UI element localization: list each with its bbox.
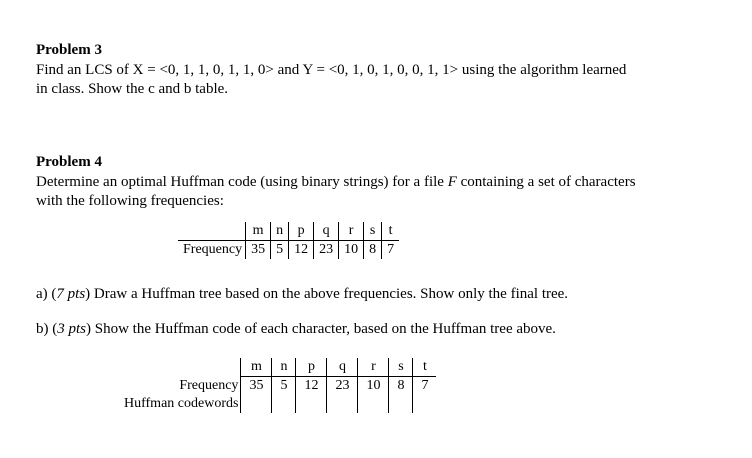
frequency-table — [178, 222, 399, 259]
problem-3-title: Problem 3 — [36, 42, 102, 58]
freq-cell: 10 — [339, 241, 364, 260]
char-header: t — [413, 358, 437, 377]
problem-4-text-part-b: containing a set of characters — [456, 174, 636, 190]
codeword-table-frequency-row — [124, 377, 436, 396]
question-b-prefix: b) ( — [36, 321, 58, 337]
file-variable-f: F — [447, 174, 457, 190]
char-header: t — [382, 222, 400, 241]
codeword-table-codeword-row — [124, 395, 436, 413]
freq-cell: 10 — [358, 377, 389, 396]
char-header: r — [339, 222, 364, 241]
codeword-table-header-row — [124, 358, 436, 377]
frequency-table-corner — [178, 222, 246, 241]
char-header: q — [327, 358, 358, 377]
question-b-text: ) Show the Huffman code of each character, based on the Huffman tree above. — [86, 321, 556, 337]
char-header: n — [272, 358, 296, 377]
freq-cell: 12 — [289, 241, 314, 260]
freq-cell: 5 — [271, 241, 289, 260]
codeword-cell — [241, 395, 272, 413]
freq-cell: 5 — [272, 377, 296, 396]
char-header: q — [314, 222, 339, 241]
question-b — [36, 321, 556, 338]
huffman-codewords-row-label: Huffman codewords — [124, 396, 239, 411]
question-a-prefix: a) ( — [36, 286, 57, 302]
codeword-cell — [389, 395, 413, 413]
problem-3-text-line-1: Find an LCS of X = <0, 1, 1, 0, 1, 1, 0> and Y = <0, 1, 0, 1, 0, 0, 1, 1> using the algorithm learned — [36, 62, 627, 78]
frequency-table-value-row — [178, 241, 399, 260]
freq-cell: 8 — [389, 377, 413, 396]
problem-3-text-line-2: in class. Show the c and b table. — [36, 81, 229, 97]
char-header: m — [241, 358, 272, 377]
problem-4-text-part-a: Determine an optimal Huffman code (using binary strings) for a file — [36, 174, 448, 190]
codeword-cell — [296, 395, 327, 413]
question-a — [36, 286, 568, 303]
codeword-cell — [358, 395, 389, 413]
freq-cell: 23 — [327, 377, 358, 396]
char-header: p — [296, 358, 327, 377]
freq-cell: 35 — [241, 377, 272, 396]
codeword-cell — [413, 395, 437, 413]
codeword-cell — [327, 395, 358, 413]
freq-cell: 7 — [382, 241, 400, 260]
freq-cell: 12 — [296, 377, 327, 396]
char-header: n — [271, 222, 289, 241]
problem-4-text-line-1 — [36, 174, 636, 191]
codeword-cell — [272, 395, 296, 413]
frequency-row-label: Frequency — [179, 377, 239, 393]
freq-cell: 7 — [413, 377, 437, 396]
char-header: s — [364, 222, 382, 241]
codeword-table-corner — [124, 358, 241, 377]
question-b-points: 3 pts — [57, 321, 87, 337]
freq-cell: 23 — [314, 241, 339, 260]
problem-4-text-line-2: with the following frequencies: — [36, 193, 224, 209]
frequency-table-header-row — [178, 222, 399, 241]
problem-4-title: Problem 4 — [36, 154, 102, 170]
char-header: p — [289, 222, 314, 241]
char-header: s — [389, 358, 413, 377]
question-a-points: 7 pts — [56, 286, 86, 302]
huffman-codeword-table — [124, 358, 436, 413]
frequency-row-label: Frequency — [183, 242, 243, 257]
char-header: r — [358, 358, 389, 377]
freq-cell: 8 — [364, 241, 382, 260]
char-header: m — [246, 222, 271, 241]
question-a-text: ) Draw a Huffman tree based on the above frequencies. Show only the final tree. — [85, 286, 569, 302]
freq-cell: 35 — [246, 241, 271, 260]
